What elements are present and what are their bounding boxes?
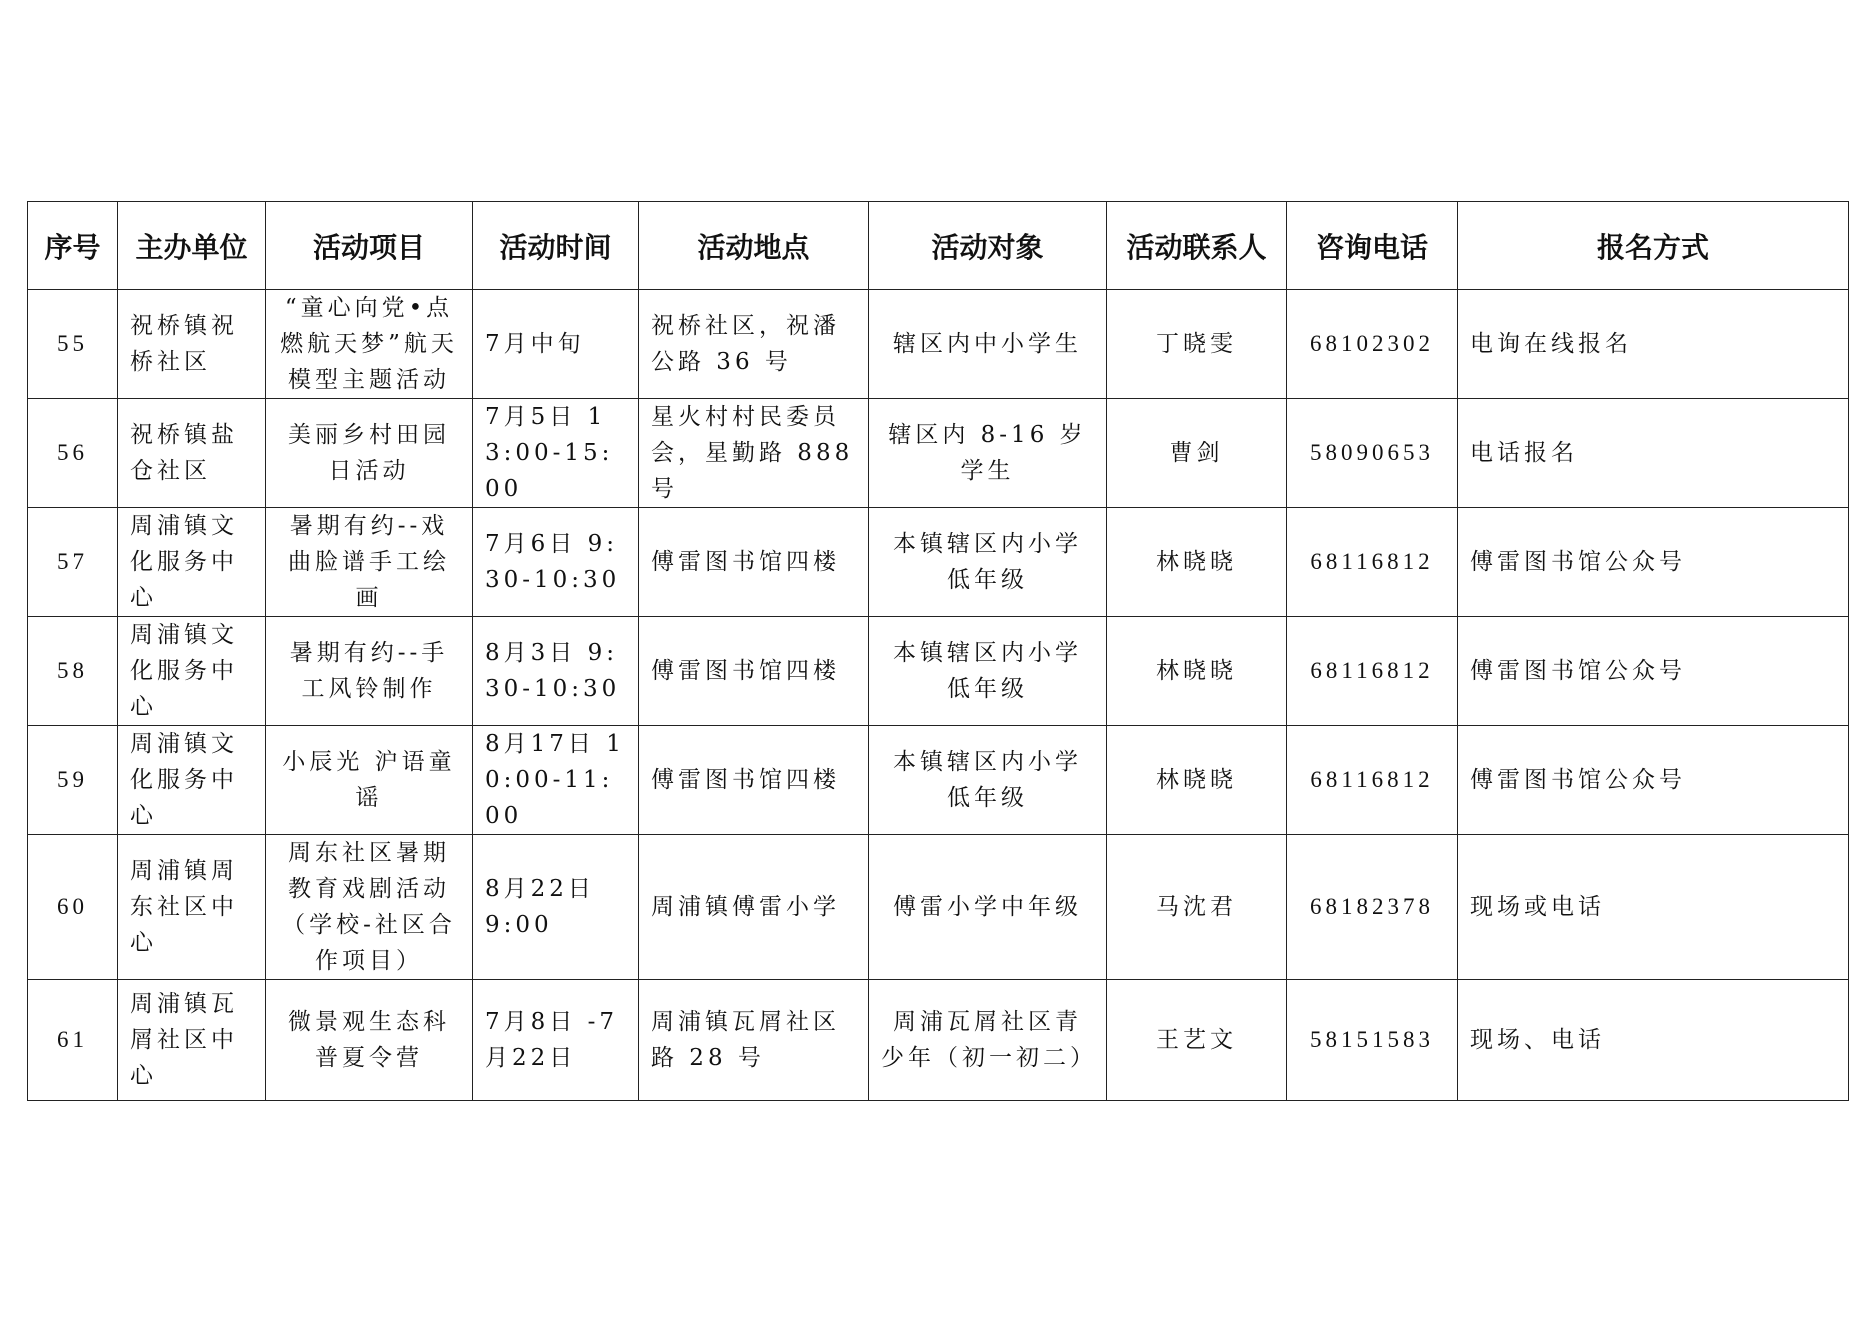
header-org: 主办单位 bbox=[118, 202, 266, 290]
cell-place: 星火村村民委员会，星勤路 888 号 bbox=[639, 399, 869, 508]
cell-project: “童心向党•点燃航天梦”航天模型主题活动 bbox=[266, 290, 473, 399]
cell-phone: 68116812 bbox=[1287, 508, 1458, 617]
cell-no: 58 bbox=[28, 617, 118, 726]
header-contact: 活动联系人 bbox=[1107, 202, 1287, 290]
cell-signup: 电话报名 bbox=[1458, 399, 1849, 508]
header-phone: 咨询电话 bbox=[1287, 202, 1458, 290]
cell-target: 辖区内 8-16 岁学生 bbox=[869, 399, 1107, 508]
cell-org: 周浦镇瓦屑社区中心 bbox=[118, 980, 266, 1101]
cell-place: 周浦镇瓦屑社区路 28 号 bbox=[639, 980, 869, 1101]
cell-org: 周浦镇文化服务中心 bbox=[118, 508, 266, 617]
cell-no: 61 bbox=[28, 980, 118, 1101]
cell-place: 周浦镇傅雷小学 bbox=[639, 835, 869, 980]
cell-no: 59 bbox=[28, 726, 118, 835]
cell-phone: 68102302 bbox=[1287, 290, 1458, 399]
table-row bbox=[28, 290, 1849, 399]
cell-contact: 林晓晓 bbox=[1107, 508, 1287, 617]
cell-no: 60 bbox=[28, 835, 118, 980]
cell-time: 8月22日 9:00 bbox=[473, 835, 639, 980]
header-target: 活动对象 bbox=[869, 202, 1107, 290]
cell-time: 7月8日 -7月22日 bbox=[473, 980, 639, 1101]
cell-contact: 丁晓雯 bbox=[1107, 290, 1287, 399]
cell-org: 祝桥镇盐仓社区 bbox=[118, 399, 266, 508]
header-place: 活动地点 bbox=[639, 202, 869, 290]
header-signup: 报名方式 bbox=[1458, 202, 1849, 290]
cell-phone: 68116812 bbox=[1287, 617, 1458, 726]
cell-org: 周浦镇文化服务中心 bbox=[118, 726, 266, 835]
cell-contact: 曹剑 bbox=[1107, 399, 1287, 508]
cell-signup: 傅雷图书馆公众号 bbox=[1458, 617, 1849, 726]
cell-org: 周浦镇文化服务中心 bbox=[118, 617, 266, 726]
cell-target: 本镇辖区内小学低年级 bbox=[869, 508, 1107, 617]
header-time: 活动时间 bbox=[473, 202, 639, 290]
table-row bbox=[28, 508, 1849, 617]
cell-phone: 68182378 bbox=[1287, 835, 1458, 980]
cell-place: 傅雷图书馆四楼 bbox=[639, 617, 869, 726]
table-header-row bbox=[28, 202, 1849, 290]
cell-place: 祝桥社区，祝潘公路 36 号 bbox=[639, 290, 869, 399]
cell-phone: 68116812 bbox=[1287, 726, 1458, 835]
cell-signup: 电询在线报名 bbox=[1458, 290, 1849, 399]
table-row bbox=[28, 399, 1849, 508]
cell-target: 本镇辖区内小学低年级 bbox=[869, 617, 1107, 726]
cell-signup: 傅雷图书馆公众号 bbox=[1458, 508, 1849, 617]
cell-signup: 现场或电话 bbox=[1458, 835, 1849, 980]
table-row bbox=[28, 617, 1849, 726]
cell-time: 7月中旬 bbox=[473, 290, 639, 399]
cell-signup: 傅雷图书馆公众号 bbox=[1458, 726, 1849, 835]
cell-signup: 现场、电话 bbox=[1458, 980, 1849, 1101]
cell-contact: 王艺文 bbox=[1107, 980, 1287, 1101]
cell-project: 暑期有约--戏曲脸谱手工绘画 bbox=[266, 508, 473, 617]
table-row bbox=[28, 835, 1849, 980]
cell-no: 57 bbox=[28, 508, 118, 617]
cell-place: 傅雷图书馆四楼 bbox=[639, 508, 869, 617]
table-row bbox=[28, 726, 1849, 835]
table-row bbox=[28, 980, 1849, 1101]
cell-project: 暑期有约--手工风铃制作 bbox=[266, 617, 473, 726]
cell-no: 55 bbox=[28, 290, 118, 399]
cell-project: 周东社区暑期教育戏剧活动（学校-社区合作项目） bbox=[266, 835, 473, 980]
cell-project: 美丽乡村田园日活动 bbox=[266, 399, 473, 508]
cell-target: 本镇辖区内小学低年级 bbox=[869, 726, 1107, 835]
cell-project: 小辰光 沪语童谣 bbox=[266, 726, 473, 835]
cell-no: 56 bbox=[28, 399, 118, 508]
cell-contact: 林晓晓 bbox=[1107, 617, 1287, 726]
cell-time: 8月3日 9:30-10:30 bbox=[473, 617, 639, 726]
cell-target: 傅雷小学中年级 bbox=[869, 835, 1107, 980]
cell-org: 祝桥镇祝桥社区 bbox=[118, 290, 266, 399]
cell-contact: 林晓晓 bbox=[1107, 726, 1287, 835]
cell-time: 7月5日 13:00-15:00 bbox=[473, 399, 639, 508]
cell-place: 傅雷图书馆四楼 bbox=[639, 726, 869, 835]
activity-table bbox=[27, 201, 1849, 1101]
cell-time: 8月17日 10:00-11:00 bbox=[473, 726, 639, 835]
cell-target: 辖区内中小学生 bbox=[869, 290, 1107, 399]
header-project: 活动项目 bbox=[266, 202, 473, 290]
cell-time: 7月6日 9:30-10:30 bbox=[473, 508, 639, 617]
cell-target: 周浦瓦屑社区青少年（初一初二） bbox=[869, 980, 1107, 1101]
cell-contact: 马沈君 bbox=[1107, 835, 1287, 980]
cell-project: 微景观生态科普夏令营 bbox=[266, 980, 473, 1101]
cell-phone: 58151583 bbox=[1287, 980, 1458, 1101]
header-no: 序号 bbox=[28, 202, 118, 290]
cell-org: 周浦镇周东社区中心 bbox=[118, 835, 266, 980]
cell-phone: 58090653 bbox=[1287, 399, 1458, 508]
